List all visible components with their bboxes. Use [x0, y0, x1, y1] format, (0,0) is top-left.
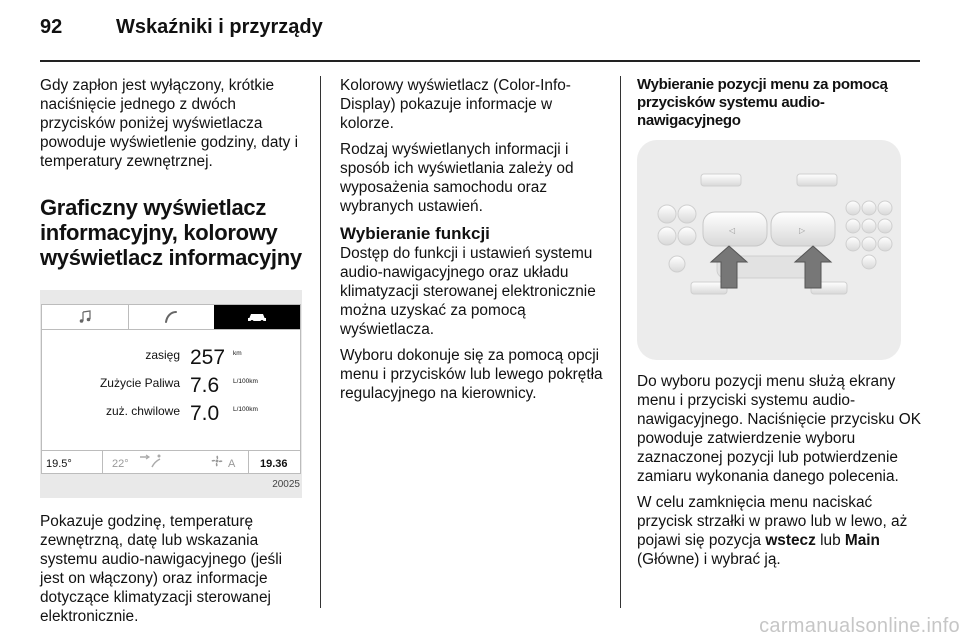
outside-temp: 19.5° — [46, 458, 72, 470]
paragraph: Wyboru dokonuje się za pomocą opcji menu i przycisków lub lewego pokrętła regulacyjnego na kierownicy. — [340, 347, 603, 402]
section-heading: Graficzny wyświetlacz informacyjny, kolorowy wyświetlacz informacyjny — [40, 195, 302, 270]
paragraph-text: (Główne) i wybrać ją. — [637, 551, 781, 568]
clock: 19.36 — [260, 458, 288, 470]
body-paragraph: Pokazuje godzinę, temperaturę zewnętrzną, datę lub wskazania systemu audio-nawigacyjnego (jeśli jest on włączony) oraz informacje dotyczące klimatyzacji sterowanej elektronicznie. — [40, 513, 283, 625]
phone-icon — [128, 305, 215, 329]
row-value: 257 — [190, 346, 226, 369]
info-display — [41, 304, 301, 474]
radio-panel-illustration — [637, 140, 901, 360]
display-figure — [40, 290, 302, 498]
subheading: Wybieranie pozycji menu za pomocą przycisków systemu audio-nawigacyjnego — [637, 76, 888, 129]
page-number: 92 — [40, 16, 63, 38]
paragraph: Kolorowy wyświetlacz (Color-Info-Display) pokazuje informacje w kolorze. — [340, 77, 571, 132]
column-divider — [320, 76, 321, 608]
status-divider — [248, 451, 249, 473]
figure-code: 20025 — [272, 479, 300, 490]
display-tabs — [42, 305, 300, 330]
svg-text:◁: ◁ — [729, 226, 736, 235]
row-unit: L/100km — [233, 406, 258, 413]
display-row-range — [42, 341, 300, 367]
row-label: zasięg — [145, 348, 180, 362]
row-unit: km — [233, 350, 242, 357]
set-temp: 22° — [112, 458, 129, 470]
display-status-bar — [42, 450, 300, 473]
page-header — [40, 10, 920, 50]
intro-paragraph: Gdy zapłon jest wyłączony, krótkie naciśnięcie jednego z dwóch przycisków poniżej wyświetlacza powoduje wyświetlenie godziny, daty i temperatury zewnętrznej. — [40, 77, 299, 170]
row-value: 7.0 — [190, 402, 220, 425]
subheading: Wybieranie funkcji — [340, 224, 490, 243]
row-unit: L/100km — [233, 378, 258, 385]
music-note-icon — [42, 305, 129, 329]
keyword-main: Main — [844, 532, 880, 549]
column-3 — [637, 76, 922, 576]
column-2 — [340, 76, 610, 410]
auto-mode: A — [228, 458, 236, 470]
header-rule — [40, 60, 920, 62]
svg-text:▷: ▷ — [799, 226, 806, 235]
display-row-instant-consumption — [42, 397, 300, 423]
watermark: carmanualsonline.info — [759, 615, 960, 637]
airflow-icon — [138, 451, 164, 476]
row-label: Zużycie Paliwa — [99, 376, 180, 390]
fan-icon — [210, 454, 224, 475]
status-divider — [102, 451, 103, 473]
paragraph — [637, 493, 922, 569]
car-icon — [214, 305, 300, 329]
row-label: zuż. chwilowe — [105, 404, 180, 418]
keyword-back: wstecz — [765, 532, 816, 549]
display-row-fuel-consumption — [42, 369, 300, 395]
page-title: Wskaźniki i przyrządy — [116, 16, 323, 38]
paragraph-text: W celu zamknięcia menu naciskać przycisk strzałki w prawo lub w lewo, aż pojawi się pozycja — [637, 494, 908, 549]
paragraph: Rodzaj wyświetlanych informacji i sposób ich wyświetlania zależy od wyposażenia samochodu oraz wybranych ustawień. — [340, 141, 574, 215]
row-value: 7.6 — [190, 374, 220, 397]
paragraph: Dostęp do funkcji i ustawień systemu audio-nawigacyjnego oraz układu klimatyzacji sterowanej elektronicznie można uzyskać za pomocą wyświetlacza. — [340, 245, 596, 338]
paragraph: Do wyboru pozycji menu służą ekrany menu i przyciski systemu audio-nawigacyjnego. Naciśnięcie przycisku OK powoduje zatwierdzenie wyboru zaznaczonej pozycji lub potwierdzenie zamiaru wykonania danego polecenia. — [637, 373, 921, 485]
radio-panel-figure — [637, 140, 901, 360]
paragraph-text: lub — [815, 532, 845, 549]
column-divider — [620, 76, 621, 608]
column-1 — [40, 76, 306, 633]
